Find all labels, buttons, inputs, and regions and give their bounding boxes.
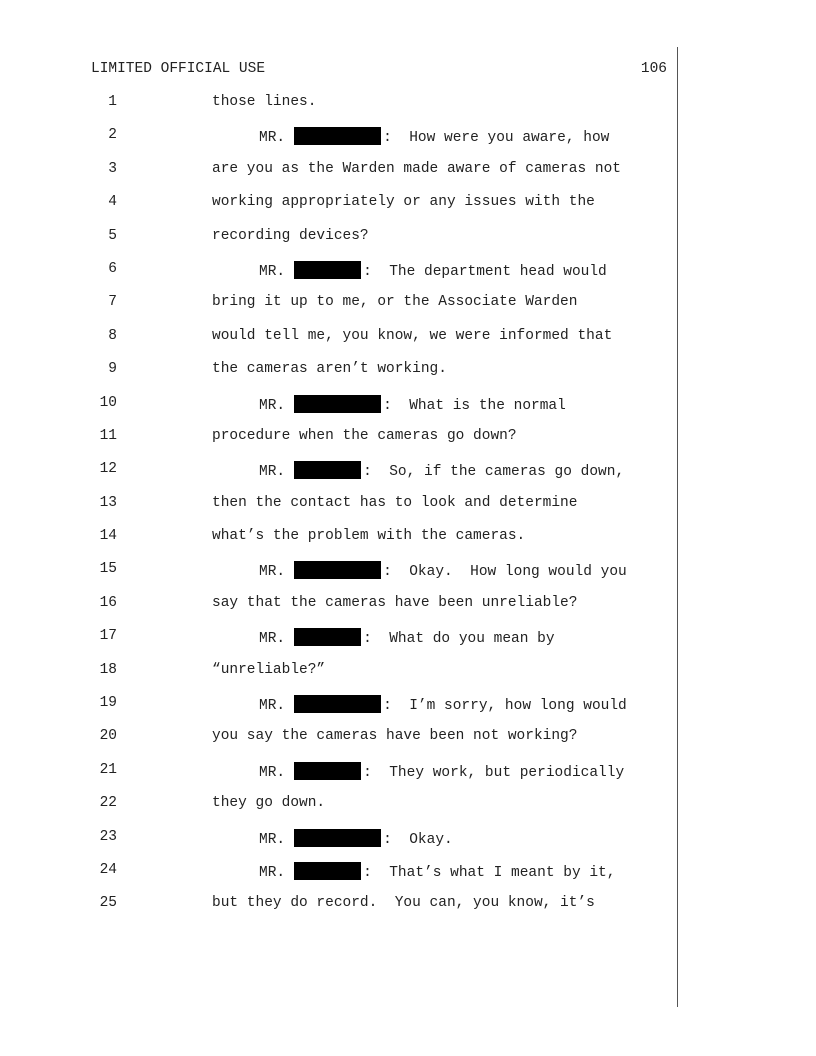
transcript-line [0, 393, 680, 426]
line-text: : The department head would [363, 263, 607, 280]
speaker-line [259, 695, 627, 714]
line-number: 23 [99, 828, 117, 845]
speaker-line [259, 762, 624, 781]
page-number: 106 [640, 61, 667, 77]
line-number: 10 [99, 394, 117, 411]
speaker-line [259, 127, 609, 146]
line-text: the cameras aren’t working. [212, 361, 447, 378]
redaction-bar [294, 261, 361, 279]
transcript-line [0, 626, 680, 659]
transcript-line [0, 526, 680, 559]
speaker-label: MR. [259, 130, 286, 147]
line-number: 25 [99, 895, 117, 912]
transcript-line [0, 426, 680, 459]
classification-marking: LIMITED OFFICIAL USE [91, 61, 266, 77]
line-text: working appropriately or any issues with the [212, 194, 595, 211]
line-text: those lines. [212, 94, 317, 110]
redaction-bar [294, 561, 381, 579]
speaker-line [259, 395, 566, 414]
speaker-label: MR. [259, 831, 286, 848]
line-number: 13 [99, 494, 117, 511]
transcript-line [0, 860, 680, 893]
speaker-line [259, 829, 453, 848]
line-text: : They work, but periodically [363, 764, 625, 781]
line-number: 19 [99, 695, 117, 712]
redaction-bar [294, 829, 381, 847]
line-text: : That’s what I meant by it, [363, 864, 616, 881]
line-text: recording devices? [212, 227, 369, 244]
transcript-line [0, 159, 680, 192]
speaker-label: MR. [259, 698, 286, 715]
line-text: : Okay. How long would you [383, 564, 627, 581]
line-number: 18 [99, 661, 117, 678]
line-text: : I’m sorry, how long would [383, 698, 627, 715]
line-number: 22 [99, 795, 117, 812]
transcript-line [0, 226, 680, 259]
line-number: 4 [108, 194, 117, 211]
transcript-line [0, 793, 680, 826]
transcript-line [0, 92, 680, 125]
line-number: 21 [99, 761, 117, 778]
redaction-bar [294, 395, 381, 413]
speaker-line [259, 461, 624, 480]
line-number: 16 [99, 594, 117, 611]
speaker-line [259, 628, 555, 647]
line-text: : What is the normal [383, 397, 566, 414]
speaker-line [259, 261, 607, 280]
line-number: 1 [108, 94, 117, 110]
redaction-bar [294, 461, 361, 479]
redaction-bar [294, 862, 361, 880]
line-number: 3 [108, 160, 117, 177]
transcript-line [0, 493, 680, 526]
speaker-label: MR. [259, 397, 286, 414]
line-number: 20 [99, 728, 117, 745]
line-number: 8 [108, 327, 117, 344]
line-number: 6 [108, 260, 117, 277]
line-number: 17 [99, 628, 117, 645]
line-text: are you as the Warden made aware of cameras not [212, 160, 621, 177]
transcript-line [0, 459, 680, 492]
line-text: procedure when the cameras go down? [212, 427, 517, 444]
transcript-line [0, 559, 680, 592]
speaker-label: MR. [259, 864, 286, 881]
redaction-bar [294, 127, 381, 145]
line-number: 12 [99, 461, 117, 478]
line-text: what’s the problem with the cameras. [212, 528, 526, 545]
line-text: say that the cameras have been unreliable? [212, 594, 578, 611]
transcript-body [0, 92, 680, 927]
line-text: : How were you aware, how [383, 130, 610, 147]
line-text: then the contact has to look and determine [212, 494, 578, 511]
line-text: but they do record. You can, you know, it’s [212, 895, 595, 912]
line-number: 7 [108, 294, 117, 311]
transcript-line [0, 259, 680, 292]
line-text: bring it up to me, or the Associate Warden [212, 294, 578, 311]
line-text: : What do you mean by [363, 631, 555, 648]
line-number: 14 [99, 528, 117, 545]
transcript-line [0, 893, 680, 926]
transcript-line [0, 593, 680, 626]
speaker-label: MR. [259, 631, 286, 648]
redaction-bar [294, 628, 361, 646]
transcript-line [0, 292, 680, 325]
line-text: : So, if the cameras go down, [363, 464, 625, 481]
redaction-bar [294, 695, 381, 713]
line-number: 5 [108, 227, 117, 244]
speaker-label: MR. [259, 764, 286, 781]
transcript-line [0, 192, 680, 225]
transcript-line [0, 693, 680, 726]
line-text: you say the cameras have been not working? [212, 728, 578, 745]
line-number: 24 [99, 861, 117, 878]
speaker-line [259, 561, 627, 580]
transcript-line [0, 760, 680, 793]
line-number: 15 [99, 561, 117, 578]
line-text: would tell me, you know, we were informed that [212, 327, 613, 344]
speaker-label: MR. [259, 263, 286, 280]
speaker-line [259, 862, 615, 881]
transcript-line [0, 827, 680, 860]
line-number: 11 [99, 427, 117, 444]
transcript-line [0, 726, 680, 759]
line-text: : Okay. [383, 831, 453, 848]
line-number: 2 [108, 127, 117, 144]
transcript-line [0, 125, 680, 158]
line-text: they go down. [212, 795, 326, 812]
line-text: “unreliable?” [212, 661, 326, 678]
speaker-label: MR. [259, 564, 286, 581]
line-number: 9 [108, 361, 117, 378]
redaction-bar [294, 762, 361, 780]
speaker-label: MR. [259, 464, 286, 481]
transcript-line [0, 359, 680, 392]
transcript-line [0, 326, 680, 359]
transcript-line [0, 660, 680, 693]
